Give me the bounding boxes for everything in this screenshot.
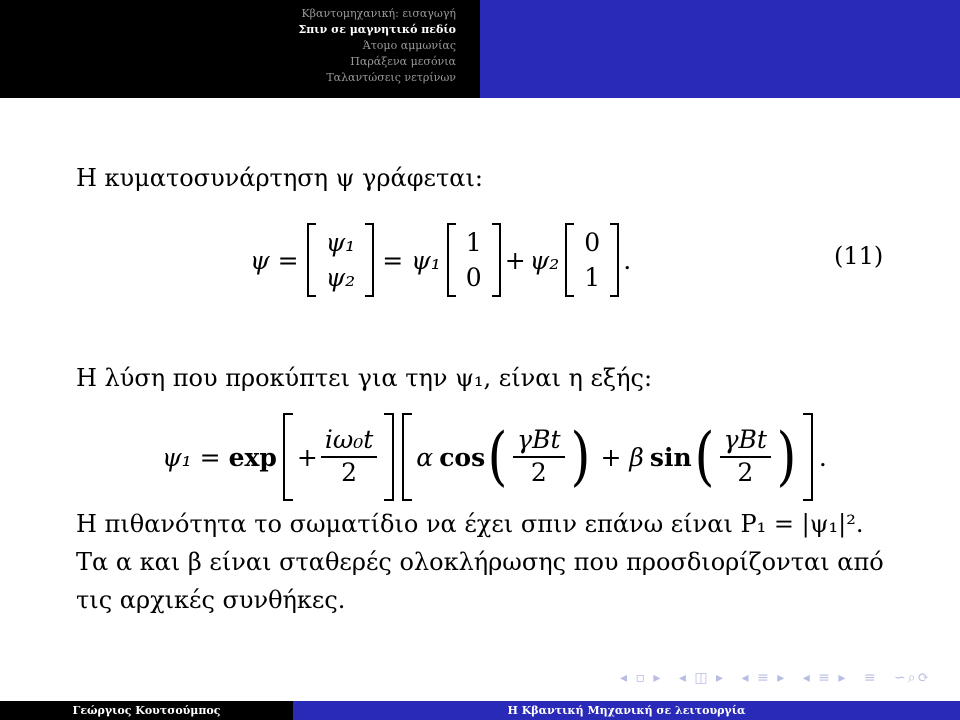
eq2-period: . xyxy=(818,442,827,472)
equation-11 xyxy=(250,218,631,302)
bracket-right xyxy=(365,223,374,297)
eq1-basis1-bottom: 0 xyxy=(465,262,482,292)
section-navigation xyxy=(298,6,456,86)
text-constants: Τα α και β είναι σταθερές ολοκλήρωσης που προσδιορίζονται από xyxy=(76,548,884,576)
slide-footer xyxy=(0,701,960,720)
text-solution-intro: Η λύση που προκύπτει για την ψ₁, είναι η εξής: xyxy=(76,364,653,392)
eq1-plus: + xyxy=(504,245,526,275)
eq2-exp: exp xyxy=(228,442,277,472)
eq1-coef2: ψ₂ xyxy=(529,245,560,275)
text-initial-conditions: τις αρχικές συνθήκες. xyxy=(76,586,346,614)
bracket-right xyxy=(492,223,501,297)
eq2-bracket-right-1 xyxy=(384,413,394,501)
eq1-coef1: ψ₁ xyxy=(411,245,441,275)
eq1-lhs: ψ xyxy=(250,245,270,275)
header-right-panel xyxy=(480,0,960,98)
eq1-basis1-top: 1 xyxy=(465,227,482,257)
equation-number: (11) xyxy=(834,242,884,270)
eq1-equals-2: = xyxy=(382,245,404,275)
nav-section-strange-mesons[interactable]: Παράξενα μεσόνια xyxy=(350,55,456,68)
eq1-basis2-bottom: 1 xyxy=(584,262,601,292)
eq2-lhs: ψ₁ xyxy=(162,442,192,472)
nav-frame-icon[interactable]: ◂ ▫ ▸ xyxy=(620,670,663,686)
eq1-psi-vector xyxy=(307,223,375,297)
eq1-basis-up xyxy=(447,223,501,297)
slide-header xyxy=(0,0,960,98)
nav-section-ammonia[interactable]: Άτομο αμμωνίας xyxy=(362,39,456,52)
eq2-sign: + xyxy=(296,442,318,472)
eq2-plus: + xyxy=(600,442,622,472)
eq2-frac1-den: 2 xyxy=(341,458,358,487)
eq2-frac3 xyxy=(720,426,771,488)
equation-psi1-solution xyxy=(162,412,827,502)
nav-search-icon[interactable]: ∽⌕⟳ xyxy=(894,670,932,686)
eq2-frac2-den: 2 xyxy=(530,458,547,487)
eq2-frac1 xyxy=(321,426,377,488)
eq2-paren-close-2: ) xyxy=(776,420,797,494)
nav-document-icon[interactable]: ◂ ≡ ▸ xyxy=(802,670,848,686)
eq2-frac1-num: iω₀t xyxy=(321,426,377,458)
eq2-paren-open-1: ( xyxy=(487,420,508,494)
header-left-panel xyxy=(0,0,480,98)
footer-author: Γεώργιος Κουτσούμπος xyxy=(0,701,293,720)
eq2-bracket-left-1 xyxy=(283,413,293,501)
eq2-sin: sin xyxy=(649,442,692,472)
eq2-bracket-left-2 xyxy=(402,413,412,501)
eq2-alpha: α xyxy=(416,442,434,472)
nav-subsection-icon[interactable]: ◂ ◫ ▸ xyxy=(678,670,726,686)
eq1-vec-bottom: ψ₂ xyxy=(325,262,356,292)
nav-appendix-icon[interactable]: ≡ xyxy=(863,670,878,686)
eq1-basis2-top: 0 xyxy=(584,227,601,257)
eq2-frac3-num: γBt xyxy=(720,426,771,458)
nav-section-intro[interactable]: Κβαντομηχανική: εισαγωγή xyxy=(301,7,456,20)
eq2-paren-close-1: ) xyxy=(569,420,590,494)
eq2-frac2 xyxy=(513,426,564,488)
footer-title: Η Κβαντική Μηχανική σε λειτουργία xyxy=(293,701,960,720)
bracket-left xyxy=(565,223,574,297)
eq1-basis-down xyxy=(565,223,619,297)
eq2-beta: β xyxy=(629,442,644,472)
eq1-period: . xyxy=(623,245,632,275)
eq2-cos: cos xyxy=(439,442,486,472)
eq1-equals: = xyxy=(277,245,299,275)
text-wavefunction-intro: Η κυματοσυνάρτηση ψ γράφεται: xyxy=(76,164,483,192)
eq2-frac3-den: 2 xyxy=(737,458,754,487)
bracket-left xyxy=(447,223,456,297)
nav-section-icon[interactable]: ◂ ≡ ▸ xyxy=(741,670,787,686)
eq2-bracket-right-2 xyxy=(803,413,813,501)
bracket-left xyxy=(307,223,316,297)
nav-section-spin[interactable]: Σπιν σε μαγνητικό πεδίο xyxy=(298,23,456,36)
eq1-vec-top: ψ₁ xyxy=(325,227,356,257)
nav-section-neutrino-oscillations[interactable]: Ταλαντώσεις νετρίνων xyxy=(326,71,456,84)
beamer-navigation-symbols xyxy=(620,670,941,686)
eq2-paren-open-2: ( xyxy=(694,420,715,494)
text-probability: Η πιθανότητα το σωματίδιο να έχει σπιν επάνω είναι P₁ = |ψ₁|². xyxy=(76,510,864,538)
eq2-frac2-num: γBt xyxy=(513,426,564,458)
bracket-right xyxy=(610,223,619,297)
eq2-equals: = xyxy=(199,442,221,472)
